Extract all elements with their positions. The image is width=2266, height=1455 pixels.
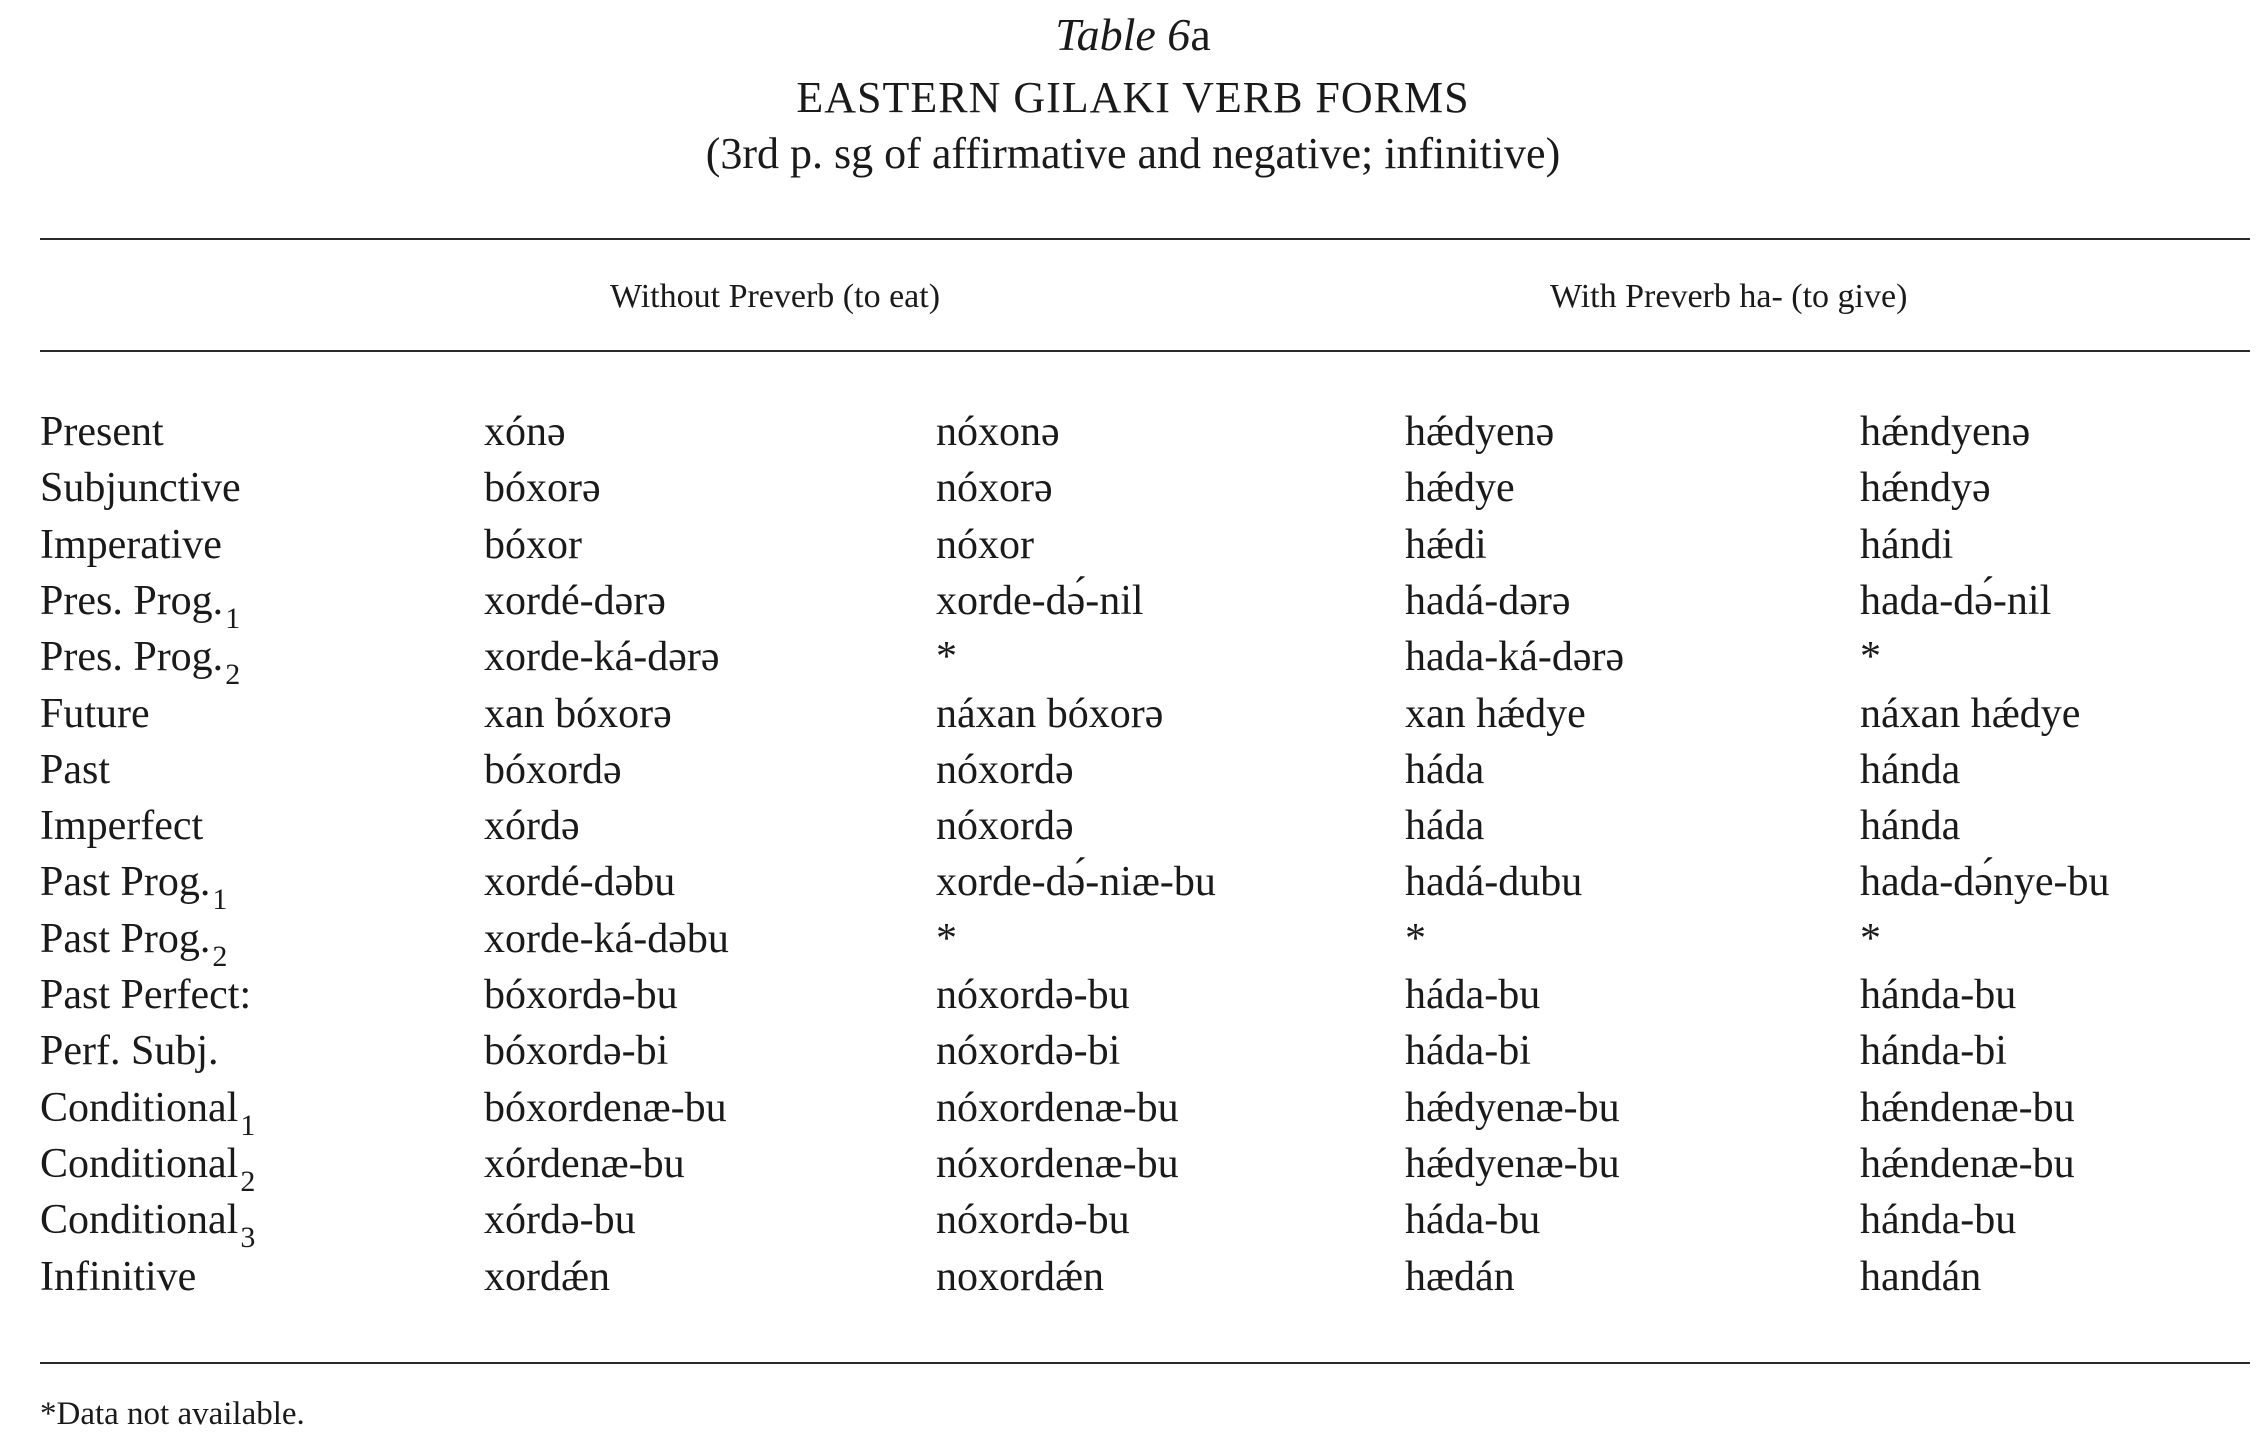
with-affirmative-cell: xan hǽdye [1405, 690, 1586, 737]
row-label-subscript: 1 [212, 883, 228, 917]
top-rule [40, 238, 2250, 240]
row-label-text: Infinitive [40, 1253, 197, 1300]
row-label-text: Subjunctive [40, 465, 241, 512]
without-affirmative-cell: xórdenæ-bu [484, 1140, 685, 1187]
table-row [0, 1027, 2266, 1083]
with-negative-cell: hǽndenæ-bu [1860, 1084, 2075, 1131]
without-affirmative-cell: bóxordə-bi [484, 1028, 669, 1075]
without-negative-cell: nóxordə-bi [936, 1028, 1121, 1075]
row-label-subscript: 2 [240, 1164, 256, 1198]
with-negative-cell: hǽndyə [1860, 465, 1991, 512]
without-affirmative-cell: xordé-dərə [484, 577, 666, 624]
row-label [40, 1196, 256, 1255]
row-label [40, 633, 241, 692]
row-label-subscript: 3 [240, 1221, 256, 1255]
with-negative-cell: hánda-bu [1860, 1197, 2017, 1244]
table-row [0, 633, 2266, 692]
with-affirmative-cell: hǽdye [1405, 465, 1515, 512]
without-affirmative-cell: xorde-ká-dəbu [484, 915, 729, 962]
with-affirmative-cell: háda [1405, 803, 1485, 850]
table-row [0, 464, 2266, 520]
table-row [0, 1253, 2266, 1309]
row-label-text: Future [40, 690, 150, 737]
row-label [40, 915, 228, 973]
bottom-rule [40, 1362, 2250, 1364]
row-label-text: Present [40, 409, 164, 455]
with-negative-cell: hánda [1860, 803, 1961, 850]
with-negative-cell: handán [1860, 1253, 1982, 1300]
header-rule [40, 350, 2250, 352]
with-affirmative-cell: hada-ká-dərə [1405, 634, 1625, 681]
row-label [40, 746, 110, 794]
without-affirmative-cell: xordé-dəbu [484, 859, 676, 906]
table-row [0, 802, 2266, 858]
with-negative-cell: hánda [1860, 746, 1961, 793]
row-label-text: Pres. Prog. [40, 577, 224, 624]
with-negative-cell: * [1860, 915, 1881, 962]
without-affirmative-cell: xórdə-bu [484, 1197, 636, 1244]
row-label [40, 1140, 256, 1198]
with-affirmative-cell: * [1405, 915, 1426, 962]
with-negative-cell: hada-də́nye-bu [1860, 859, 2110, 906]
row-label [40, 1027, 219, 1075]
row-label-subscript: 1 [225, 601, 241, 635]
table-row [0, 577, 2266, 633]
without-negative-cell: nóxor [936, 521, 1034, 568]
row-label-text: Pres. Prog. [40, 634, 224, 681]
without-negative-cell: nóxorə [936, 465, 1053, 512]
with-affirmative-cell: hǽdyenæ-bu [1405, 1140, 1620, 1187]
with-negative-cell: hǽndyenə [1860, 409, 2031, 455]
with-affirmative-cell: hædán [1405, 1253, 1515, 1300]
without-affirmative-cell: xónə [484, 409, 566, 455]
with-negative-cell: hándi [1860, 521, 1954, 568]
table-row [0, 746, 2266, 802]
without-affirmative-cell: xorde-ká-dərə [484, 634, 720, 681]
without-negative-cell: nóxordə [936, 803, 1074, 850]
without-affirmative-cell: bóxordə-bu [484, 972, 678, 1018]
row-label-text: Past Perfect: [40, 972, 252, 1018]
row-label-text: Imperative [40, 521, 222, 568]
row-label [40, 802, 203, 850]
with-affirmative-cell: háda [1405, 746, 1485, 793]
without-negative-cell: náxan bóxorə [936, 690, 1164, 737]
with-negative-cell: hánda-bi [1860, 1028, 2007, 1075]
table-subheading: (3rd p. sg of affirmative and negative; infinitive) [705, 129, 1561, 178]
without-affirmative-cell: xan bóxorə [484, 690, 672, 737]
without-negative-cell: nóxordə-bu [936, 1197, 1130, 1244]
row-label [40, 1253, 196, 1301]
table-row [0, 521, 2266, 577]
row-label [40, 408, 164, 456]
without-negative-cell: nóxonə [936, 409, 1060, 455]
with-affirmative-cell: hǽdyenæ-bu [1405, 1084, 1620, 1131]
row-label-text: Conditional [40, 1084, 239, 1131]
column-group-with-preverb: With Preverb ha- (to give) [1550, 278, 1908, 315]
table-row [0, 408, 2266, 464]
row-label [40, 577, 241, 635]
with-affirmative-cell: hadá-dərə [1405, 577, 1571, 624]
table-row [0, 1196, 2266, 1255]
row-label [40, 858, 228, 917]
row-label-subscript: 1 [240, 1108, 256, 1142]
with-affirmative-cell: háda-bi [1405, 1028, 1531, 1075]
row-label-text: Past Prog. [40, 859, 211, 906]
row-label-text: Past [40, 746, 111, 793]
table-row [0, 915, 2266, 971]
row-label-text: Perf. Subj. [40, 1028, 219, 1075]
row-label-text: Imperfect [40, 803, 204, 850]
row-label [40, 1084, 256, 1142]
row-label-text: Past Prog. [40, 915, 211, 962]
row-label-text: Conditional [40, 1197, 239, 1244]
without-negative-cell: nóxordenæ-bu [936, 1140, 1179, 1187]
without-affirmative-cell: bóxordə [484, 746, 622, 793]
with-affirmative-cell: hǽdi [1405, 521, 1487, 568]
with-negative-cell: * [1860, 634, 1881, 681]
table-number-label: Table 6 [1055, 9, 1191, 60]
without-affirmative-cell: bóxordenæ-bu [484, 1084, 727, 1131]
row-label-subscript: 2 [212, 939, 228, 973]
table-row [0, 690, 2266, 746]
with-affirmative-cell: háda-bu [1405, 972, 1541, 1018]
column-group-without-preverb: Without Preverb (to eat) [610, 278, 941, 315]
with-affirmative-cell: hadá-dubu [1405, 859, 1583, 906]
with-negative-cell: hada-də́-nil [1860, 577, 2052, 624]
with-affirmative-cell: hǽdyenə [1405, 409, 1555, 455]
with-negative-cell: hánda-bu [1860, 972, 2017, 1018]
without-affirmative-cell: bóxor [484, 521, 582, 568]
row-label [40, 971, 251, 1019]
without-affirmative-cell: bóxorə [484, 465, 601, 512]
row-label [40, 464, 241, 512]
table-row [0, 858, 2266, 917]
row-label-text: Conditional [40, 1140, 239, 1187]
without-negative-cell: noxordǽn [936, 1253, 1104, 1300]
with-negative-cell: náxan hǽdye [1860, 690, 2081, 737]
footnote: *Data not available. [40, 1396, 305, 1432]
without-affirmative-cell: xordǽn [484, 1253, 610, 1300]
with-affirmative-cell: háda-bu [1405, 1197, 1541, 1244]
table-number [0, 8, 2266, 61]
row-label [40, 521, 222, 569]
without-affirmative-cell: xórdə [484, 803, 580, 850]
without-negative-cell: nóxordenæ-bu [936, 1084, 1179, 1131]
table-row [0, 971, 2266, 1027]
without-negative-cell: nóxordə-bu [936, 972, 1130, 1018]
without-negative-cell: * [936, 634, 957, 681]
table-heading: EASTERN GILAKI VERB FORMS [796, 73, 1470, 122]
row-label-subscript: 2 [225, 658, 241, 692]
without-negative-cell: * [936, 915, 957, 962]
without-negative-cell: nóxordə [936, 746, 1074, 793]
without-negative-cell: xorde-də́-niæ-bu [936, 859, 1216, 906]
row-label [40, 690, 150, 738]
table-row [0, 1140, 2266, 1196]
with-negative-cell: hǽndenæ-bu [1860, 1140, 2075, 1187]
table-number-suffix: a [1190, 9, 1211, 60]
table-row [0, 1084, 2266, 1140]
without-negative-cell: xorde-də́-nil [936, 577, 1144, 624]
